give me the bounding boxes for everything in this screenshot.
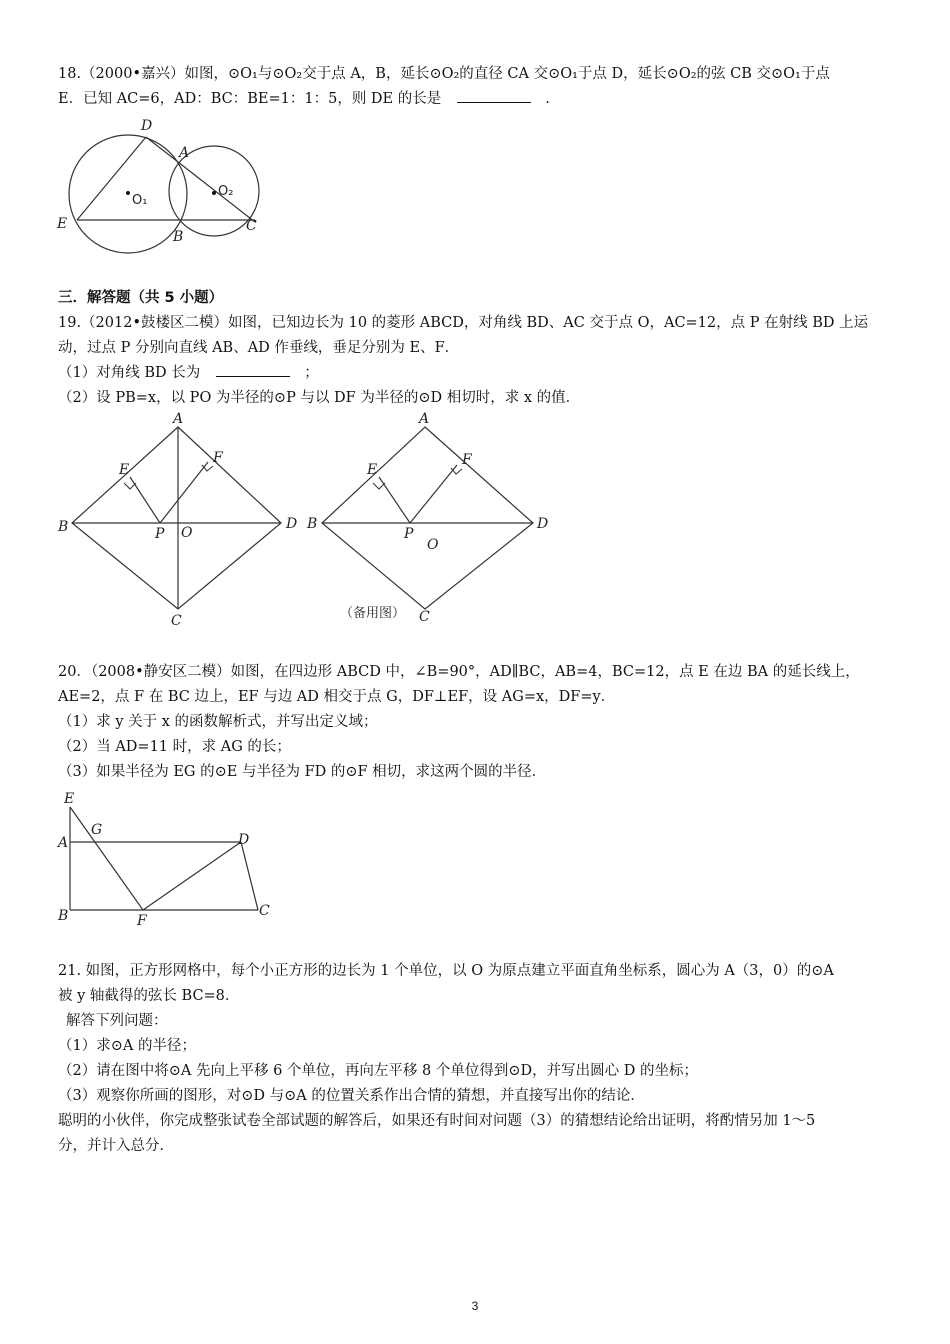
q19-part-1 — [58, 361, 898, 386]
q19-label-p: P — [155, 526, 165, 542]
q20-line-2: AE=2，点 F 在 BC 边上，EF 与边 AD 相交于点 G，DF⊥EF，设 AG=x，DF=y． — [58, 689, 616, 705]
q21-bonus-line-2: 分，并计入总分． — [58, 1138, 174, 1154]
q19-label-e: E — [119, 462, 130, 478]
q19b-label-a: A — [419, 411, 430, 427]
q21-line-1: 21. 如图，正方形网格中，每个小正方形的边长为 1 个单位，以 O 为原点建立平面直角坐标系，圆心为 A（3，0）的⊙A — [58, 963, 834, 979]
q18-answer-blank[interactable] — [457, 88, 531, 103]
rhombus-abcd — [72, 427, 281, 609]
q19-label-f: F — [213, 450, 223, 466]
q20-part-3: （3）如果半径为 EG 的⊙E 与半径为 FD 的⊙F 相切，求这两个圆的半径． — [58, 764, 547, 780]
q21-bonus-line-1: 聪明的小伙伴，你完成整张试卷全部试题的解答后，如果还有时间对问题（3）的猜想结论给出证明，将酌情另加 1～5 — [58, 1113, 816, 1129]
q19-part-2: （2）设 PB=x，以 PO 为半径的⊙P 与以 DF 为半径的⊙D 相切时，求 x 的值． — [58, 390, 581, 406]
q19-answer-blank[interactable] — [216, 362, 290, 377]
q21-part-2: （2）请在图中将⊙A 先向上平移 6 个单位，再向左平移 8 个单位得到⊙D，并写出圆心 D 的坐标； — [58, 1063, 698, 1079]
q18-label-o2: O₂ — [218, 184, 234, 199]
q20-label-e: E — [64, 791, 75, 807]
q19-label-c: C — [171, 613, 182, 629]
q18-line-1: 18.（2000•嘉兴）如图，⊙O₁与⊙O₂交于点 A，B，延长⊙O₂的直径 CA 交⊙O₁于点 D，延长⊙O₂的弦 CB 交⊙O₁于点 — [58, 66, 830, 82]
question-21 — [58, 959, 898, 1159]
question-18 — [58, 62, 898, 112]
q20-label-f: F — [137, 913, 147, 929]
q20-label-c: C — [259, 903, 270, 919]
q19-figure-main — [50, 411, 310, 630]
question-20 — [58, 660, 898, 785]
page-number: 3 — [471, 1299, 479, 1313]
q18-line-2-text: E．已知 AC=6，AD：BC：BE=1：1：5，则 DE 的长是 — [58, 91, 442, 107]
q19-figure-backup — [300, 411, 560, 630]
center-o1-dot — [126, 191, 130, 195]
segment-dc — [146, 137, 255, 222]
q20-part-1: （1）求 y 关于 x 的函数解析式，并写出定义域； — [58, 714, 378, 730]
q18-label-d: D — [141, 118, 153, 134]
q19b-label-p: P — [404, 526, 414, 542]
q21-line-2: 被 y 轴截得的弦长 BC=8． — [58, 988, 240, 1004]
q19-label-b: B — [58, 519, 69, 535]
q20-line-1: 20．（2008•静安区二模）如图，在四边形 ABCD 中，∠B=90°，AD∥BC，AB=4，BC=12，点 E 在边 BA 的延长线上， — [58, 664, 860, 680]
center-o2-dot — [212, 191, 216, 195]
q20-label-d: D — [238, 832, 250, 848]
section-heading: 三．解答题（共 5 小题） — [58, 290, 224, 306]
segment-ef — [70, 807, 143, 910]
q21-part-3: （3）观察你所画的图形，对⊙D 与⊙A 的位置关系作出合情的猜想，并直接写出你的结论． — [58, 1088, 645, 1104]
segment-dc — [241, 842, 258, 910]
q18-figure — [50, 112, 280, 262]
q19-part-1-end: ； — [304, 365, 319, 381]
q19-line-1: 19.（2012•鼓楼区二模）如图，已知边长为 10 的菱形 ABCD，对角线 BD、AC 交于点 O，AC=12，点 P 在射线 BD 上运 — [58, 315, 869, 331]
q19-label-a: A — [173, 411, 184, 427]
q19b-label-c: C — [419, 609, 430, 625]
q19b-label-o: O — [427, 537, 439, 553]
q18-label-o1: O₁ — [132, 193, 148, 208]
q19b-label-f: F — [462, 452, 472, 468]
q19b-label-e: E — [367, 462, 378, 478]
q19-part-1-text: （1）对角线 BD 长为 — [58, 365, 201, 381]
q20-label-g: G — [91, 822, 103, 838]
q18-label-c: C — [246, 218, 257, 234]
q19-line-2: 动，过点 P 分别向直线 AB、AD 作垂线，垂足分别为 E、F． — [58, 340, 460, 356]
q19b-label-b: B — [307, 516, 318, 532]
q19-label-d: D — [286, 516, 298, 532]
q18-line-2 — [58, 87, 898, 112]
q20-label-b: B — [58, 908, 69, 924]
perpendicular-pf-backup — [410, 465, 457, 523]
q19-label-o: O — [181, 525, 193, 541]
q18-label-b: B — [173, 229, 184, 245]
q19b-label-d: D — [537, 516, 549, 532]
q18-label-a: A — [179, 145, 190, 161]
q21-part-1: （1）求⊙A 的半径； — [58, 1038, 196, 1054]
q21-intro: 解答下列问题： — [66, 1013, 168, 1029]
question-19 — [58, 311, 898, 411]
rhombus-abcd-backup — [322, 427, 533, 609]
q20-label-a: A — [58, 835, 69, 851]
q18-label-e: E — [57, 216, 68, 232]
segment-fd — [143, 842, 241, 910]
perpendicular-pf — [160, 462, 208, 523]
q20-part-2: （2）当 AD=11 时，求 AG 的长； — [58, 739, 291, 755]
backup-figure-caption: （备用图） — [340, 606, 406, 621]
q20-figure — [50, 787, 290, 937]
q18-line-2-end: . — [545, 91, 550, 107]
